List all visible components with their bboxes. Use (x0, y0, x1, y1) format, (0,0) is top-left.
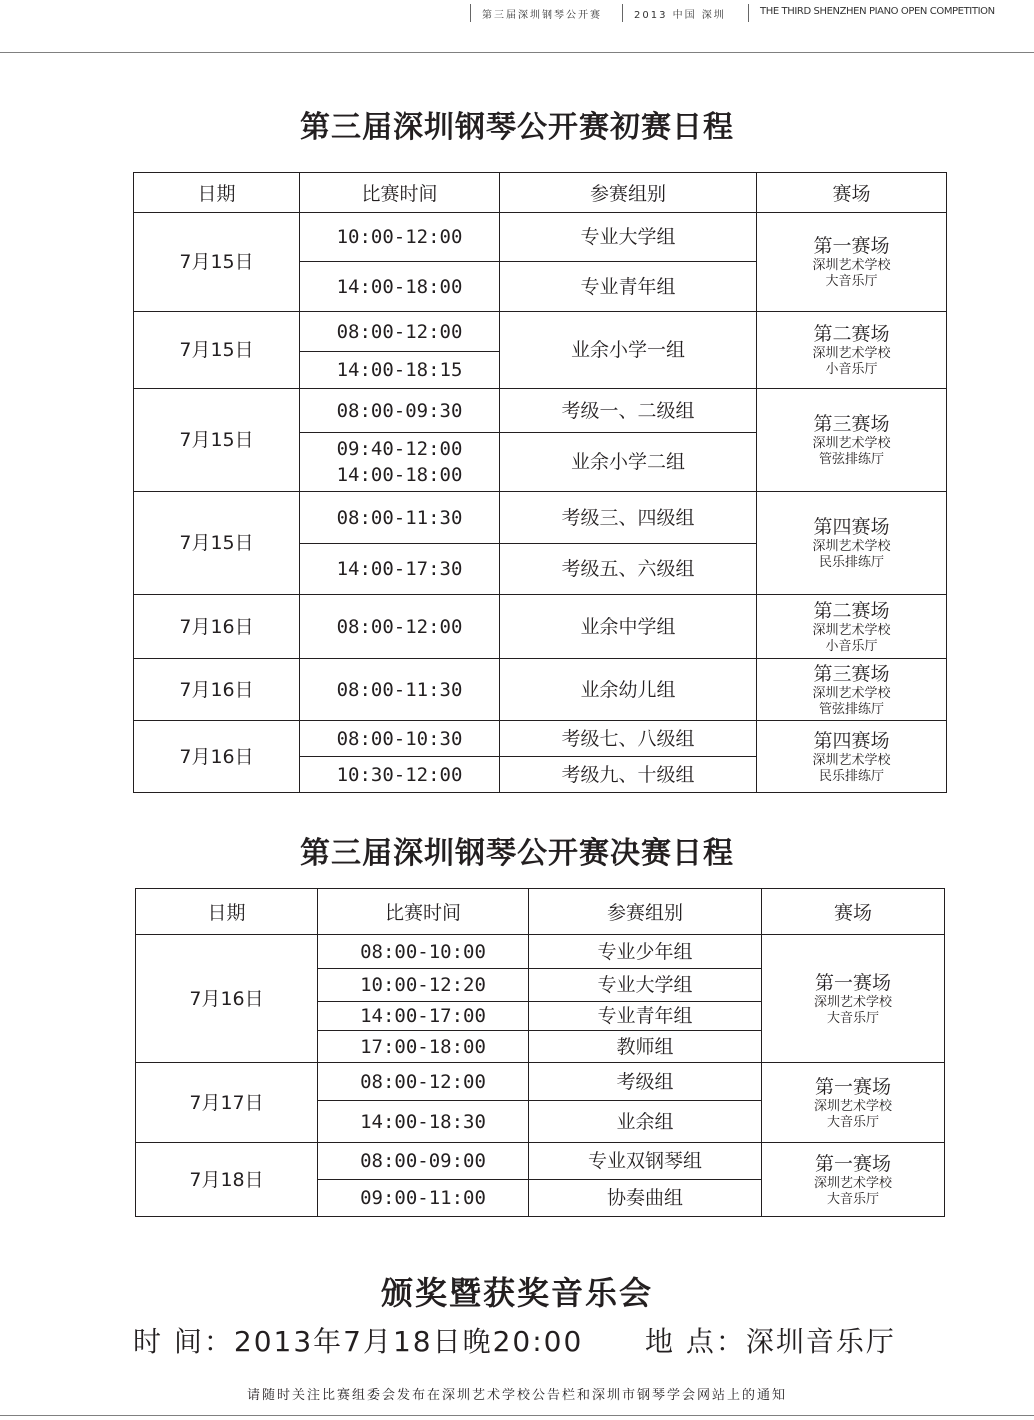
venue-hall: 管弦排练厅 (818, 701, 884, 717)
time-range: 10:00-12:20 (360, 974, 486, 996)
header-english-title: THE THIRD SHENZHEN PIANO OPEN COMPETITION (760, 6, 995, 17)
table-row (134, 312, 947, 352)
time-range: 08:00-12:00 (360, 1070, 486, 1093)
group-cell: 专业青年组 (529, 1002, 762, 1031)
table-row (136, 1143, 945, 1180)
venue-school: 深圳艺术学校 (812, 346, 891, 361)
column-header-venue: 赛场 (757, 173, 947, 213)
footer-notice: 请随时关注比赛组委会发布在深圳艺术学校公告栏和深圳市钢琴学会网站上的通知 (246, 1388, 787, 1403)
venue-name: 第三赛场 (813, 413, 890, 435)
group-cell: 考级组 (529, 1063, 762, 1101)
venue-school: 深圳艺术学校 (813, 994, 892, 1010)
time-cell (318, 1180, 529, 1217)
venue-cell (762, 1143, 945, 1217)
header-year-place: 2013 中国 深圳 (634, 10, 726, 21)
header-separator (622, 4, 623, 22)
venue-school: 深圳艺术学校 (812, 258, 891, 273)
venue-hall: 大音乐厅 (825, 274, 878, 289)
date-cell: 7月15日 (134, 312, 300, 389)
table-row (136, 935, 945, 969)
time-cell (300, 721, 500, 757)
time-cell (318, 935, 529, 969)
venue-name: 第二赛场 (813, 323, 890, 345)
time-range: 08:00-10:00 (360, 940, 486, 963)
group-cell: 专业大学组 (500, 213, 757, 262)
time-cell (300, 757, 500, 793)
group-cell: 考级七、八级组 (500, 721, 757, 757)
venue-school: 深圳艺术学校 (812, 436, 891, 451)
time-cell (300, 312, 500, 352)
time-cell (300, 389, 500, 433)
award-time (133, 1320, 583, 1360)
venue-cell (757, 312, 947, 389)
group-cell: 考级九、十级组 (500, 757, 757, 793)
award-time-value: 2013年7月18日晚20:00 (233, 1325, 584, 1358)
venue-hall: 小音乐厅 (825, 638, 878, 654)
table-row (134, 595, 947, 659)
table-row (134, 213, 947, 262)
venue-school: 深圳艺术学校 (812, 622, 891, 638)
venue-cell (762, 935, 945, 1063)
table-row (136, 1063, 945, 1101)
column-header-date: 日期 (134, 173, 300, 213)
group-cell: 业余组 (529, 1101, 762, 1143)
venue-hall: 小音乐厅 (825, 362, 878, 377)
venue-hall: 民乐排练厅 (818, 555, 884, 570)
time-range: 09:40-12:00 (336, 438, 463, 460)
final-title: 第三届深圳钢琴公开赛决赛日程 (300, 836, 734, 871)
venue-hall: 管弦排练厅 (818, 452, 884, 467)
group-cell: 教师组 (529, 1031, 762, 1063)
venue-name: 第四赛场 (813, 729, 890, 752)
time-cell (300, 262, 500, 312)
prelim-title: 第三届深圳钢琴公开赛初赛日程 (300, 110, 734, 145)
time-cell (318, 1101, 529, 1143)
time-cell (300, 595, 500, 659)
final-header-row (136, 889, 945, 935)
venue-school: 深圳艺术学校 (812, 752, 891, 768)
date-cell: 7月17日 (136, 1063, 318, 1143)
header-separator (748, 4, 749, 22)
table-row (134, 492, 947, 544)
time-range: 17:00-18:00 (360, 1035, 486, 1058)
venue-name: 第二赛场 (813, 599, 890, 622)
time-range: 14:00-18:00 (336, 464, 463, 486)
time-range: 08:00-09:30 (336, 399, 463, 422)
venue-cell (757, 721, 947, 793)
group-cell: 考级五、六级组 (500, 544, 757, 595)
venue-hall: 大音乐厅 (826, 1010, 879, 1026)
group-cell: 业余幼儿组 (500, 659, 757, 721)
time-range: 14:00-18:15 (336, 359, 463, 381)
group-cell: 专业青年组 (500, 262, 757, 312)
time-range: 14:00-17:00 (360, 1005, 486, 1027)
time-range: 08:00-11:30 (336, 506, 463, 529)
venue-name: 第四赛场 (813, 516, 890, 538)
date-cell: 7月15日 (134, 213, 300, 312)
venue-name: 第一赛场 (814, 1152, 891, 1175)
group-cell: 考级一、二级组 (500, 389, 757, 433)
time-range: 08:00-09:00 (360, 1150, 486, 1172)
time-cell (318, 1031, 529, 1063)
time-cell (318, 969, 529, 1002)
group-cell: 业余中学组 (500, 595, 757, 659)
group-cell: 专业双钢琴组 (529, 1143, 762, 1180)
venue-name: 第一赛场 (813, 235, 890, 257)
group-cell: 考级三、四级组 (500, 492, 757, 544)
time-cell (300, 352, 500, 389)
venue-cell (757, 659, 947, 721)
award-place-value: 深圳音乐厅 (745, 1325, 896, 1358)
time-range: 10:30-12:00 (336, 763, 463, 786)
time-range: 09:00-11:00 (360, 1187, 486, 1209)
venue-cell (757, 595, 947, 659)
time-cell (300, 433, 500, 492)
time-cell (318, 1063, 529, 1101)
group-cell: 协奏曲组 (529, 1180, 762, 1217)
time-range: 08:00-12:00 (336, 615, 463, 638)
prelim-header-row (134, 173, 947, 213)
table-row (134, 389, 947, 433)
header-competition-name: 第三届深圳钢琴公开赛 (482, 10, 602, 21)
venue-cell (757, 389, 947, 492)
venue-school: 深圳艺术学校 (813, 1098, 892, 1114)
venue-name: 第一赛场 (814, 1075, 891, 1098)
final-schedule-table (135, 888, 945, 1217)
time-range: 14:00-18:00 (336, 275, 463, 298)
venue-name: 第三赛场 (813, 662, 890, 685)
venue-school: 深圳艺术学校 (813, 1175, 892, 1191)
time-range: 08:00-10:30 (336, 727, 463, 750)
group-cell: 业余小学二组 (500, 433, 757, 492)
time-range: 08:00-11:30 (336, 678, 463, 701)
date-cell: 7月16日 (136, 935, 318, 1063)
group-cell: 专业少年组 (529, 935, 762, 969)
venue-school: 深圳艺术学校 (812, 539, 891, 554)
venue-hall: 大音乐厅 (826, 1191, 879, 1207)
group-cell: 专业大学组 (529, 969, 762, 1002)
award-concert-title: 颁奖暨获奖音乐会 (380, 1274, 653, 1312)
table-row (134, 721, 947, 757)
venue-cell (762, 1063, 945, 1143)
time-range: 08:00-12:00 (336, 320, 463, 343)
column-header-time: 比赛时间 (318, 889, 529, 935)
date-cell: 7月18日 (136, 1143, 318, 1217)
time-cell (300, 213, 500, 262)
award-time-label: 时 间： (133, 1325, 234, 1358)
column-header-time: 比赛时间 (300, 173, 500, 213)
column-header-venue: 赛场 (762, 889, 945, 935)
venue-cell (757, 492, 947, 595)
award-place (645, 1320, 896, 1360)
date-cell: 7月16日 (134, 659, 300, 721)
award-place-label: 地 点： (645, 1325, 746, 1358)
date-cell: 7月16日 (134, 721, 300, 793)
group-cell: 业余小学一组 (500, 312, 757, 389)
header-separator (470, 4, 471, 22)
venue-hall: 大音乐厅 (826, 1114, 879, 1130)
time-cell (300, 492, 500, 544)
time-cell (318, 1143, 529, 1180)
time-range: 10:00-12:00 (336, 226, 463, 248)
time-cell (300, 659, 500, 721)
date-cell: 7月16日 (134, 595, 300, 659)
date-cell: 7月15日 (134, 389, 300, 492)
prelim-schedule-table (133, 172, 947, 793)
time-range: 14:00-17:30 (336, 558, 463, 580)
column-header-date: 日期 (136, 889, 318, 935)
column-header-group: 参赛组别 (529, 889, 762, 935)
date-cell: 7月15日 (134, 492, 300, 595)
footer-rule (0, 1415, 1034, 1416)
venue-cell (757, 213, 947, 312)
table-row (134, 659, 947, 721)
time-cell (318, 1002, 529, 1031)
venue-hall: 民乐排练厅 (818, 768, 884, 784)
column-header-group: 参赛组别 (500, 173, 757, 213)
header-rule (0, 52, 1034, 53)
time-range: 14:00-18:30 (360, 1110, 486, 1133)
venue-name: 第一赛场 (814, 971, 891, 994)
venue-school: 深圳艺术学校 (812, 685, 891, 701)
time-cell (300, 544, 500, 595)
